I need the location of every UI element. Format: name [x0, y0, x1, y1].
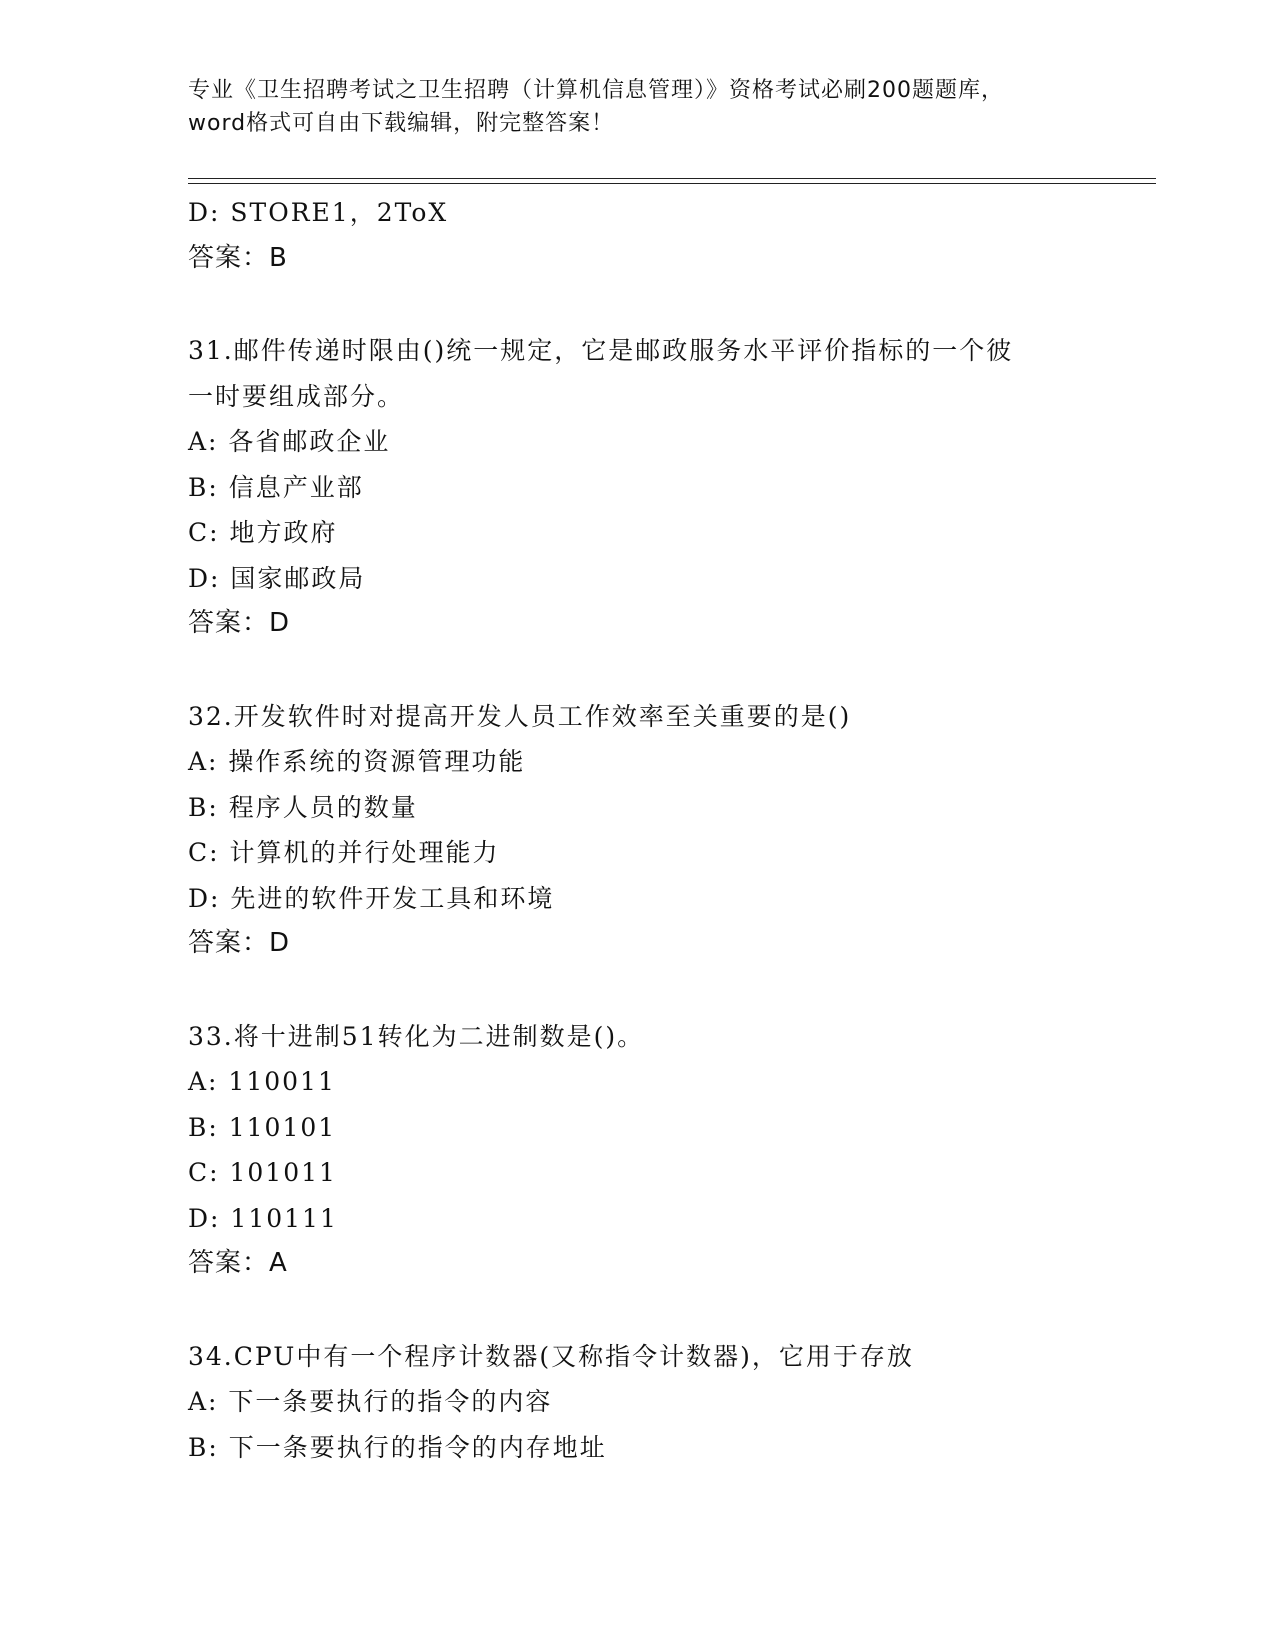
- document-header: [188, 74, 1088, 140]
- option-d: D: STORE1，2ToX: [188, 198, 449, 227]
- option-c: C: 计算机的并行处理能力: [188, 838, 500, 867]
- option-a: A: 各省邮政企业: [188, 427, 391, 456]
- spacer: [188, 1287, 1088, 1334]
- option-d: D: 先进的软件开发工具和环境: [188, 883, 555, 913]
- question-34: [188, 1334, 1088, 1471]
- previous-question-tail: [188, 190, 1088, 281]
- question-text: 32.开发软件时对提高开发人员工作效率至关重要的是(): [188, 701, 852, 731]
- question-33: [188, 1014, 1088, 1287]
- question-text: 34.CPU中有一个程序计数器(又称指令计数器)，它用于存放: [188, 1341, 914, 1371]
- header-line-1: 专业《卫生招聘考试之卫生招聘（计算机信息管理）》资格考试必刷200题题库，: [188, 78, 1004, 103]
- option-d: D: 110111: [188, 1203, 338, 1233]
- question-text: 33.将十进制51转化为二进制数是()。: [188, 1021, 645, 1051]
- document-body: [188, 190, 1088, 1470]
- option-b: B: 110101: [188, 1112, 337, 1142]
- spacer: [188, 967, 1088, 1014]
- answer-line: 答案：A: [188, 1248, 288, 1278]
- spacer: [188, 647, 1088, 694]
- option-c: C: 地方政府: [188, 518, 338, 547]
- question-31: [188, 328, 1088, 647]
- option-d: D: 国家邮政局: [188, 563, 366, 593]
- option-c: C: 101011: [188, 1158, 337, 1187]
- option-a: A: 下一条要执行的指令的内容: [188, 1387, 553, 1416]
- answer-line: 答案：B: [188, 242, 288, 273]
- option-a: A: 操作系统的资源管理功能: [188, 747, 526, 776]
- option-b: B: 下一条要执行的指令的内存地址: [188, 1432, 607, 1462]
- question-text: 31.邮件传递时限由()统一规定，它是邮政服务水平评价指标的一个彼: [188, 336, 1014, 365]
- question-32: [188, 694, 1088, 967]
- header-divider-bottom: [188, 183, 1156, 184]
- option-a: A: 110011: [188, 1067, 336, 1096]
- option-b: B: 信息产业部: [188, 472, 364, 502]
- answer-line: 答案：D: [188, 928, 291, 958]
- spacer: [188, 281, 1088, 328]
- question-text-continued: 一时要组成部分。: [188, 381, 405, 411]
- header-divider-top: [188, 178, 1156, 179]
- header-line-2: word格式可自由下载编辑，附完整答案！: [188, 111, 615, 136]
- answer-line: 答案：D: [188, 608, 291, 638]
- option-b: B: 程序人员的数量: [188, 792, 418, 822]
